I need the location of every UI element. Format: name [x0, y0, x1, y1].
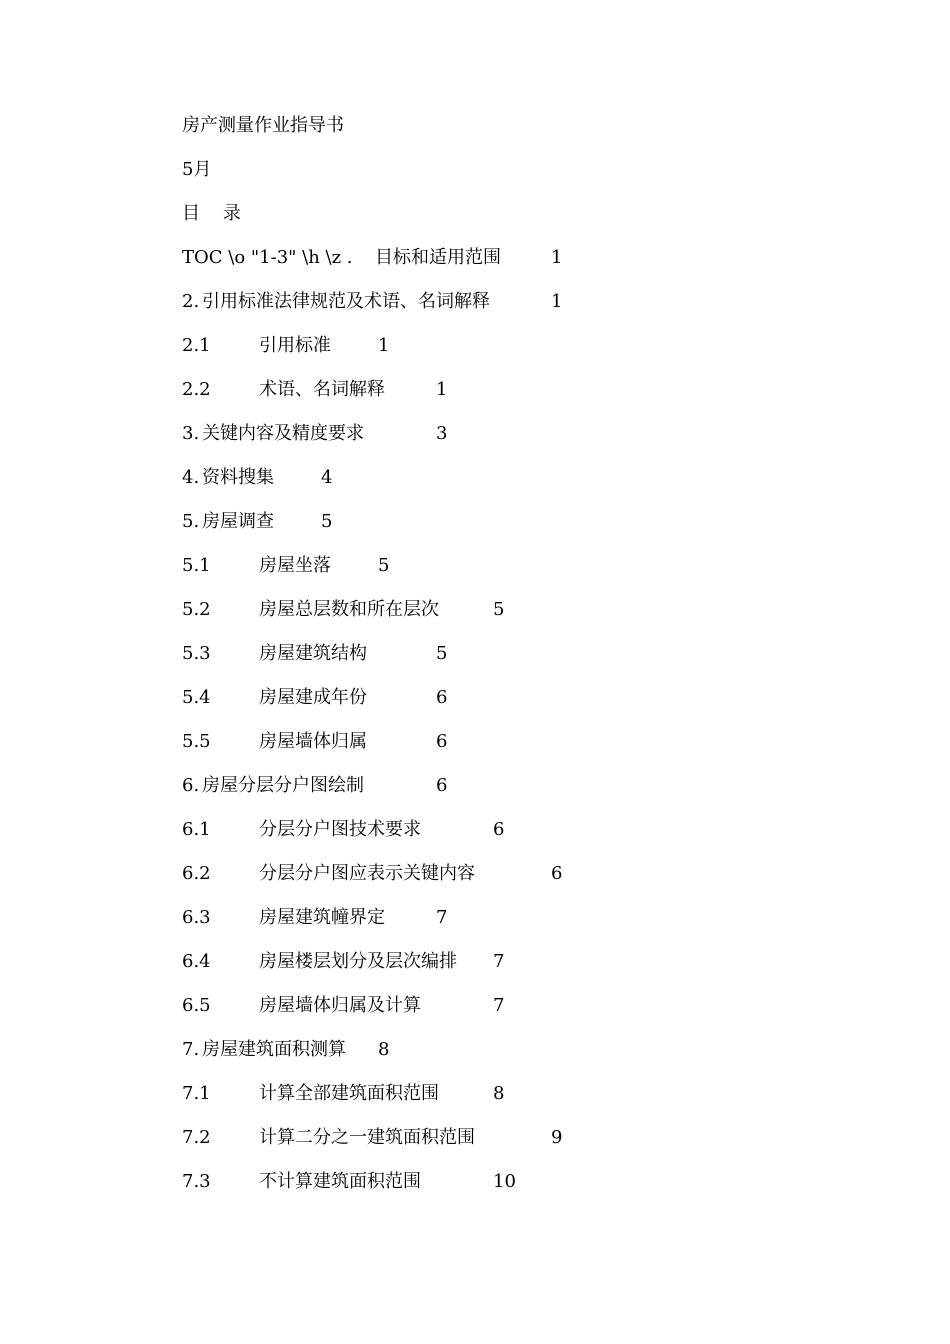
toc-entry-page: 7	[493, 995, 505, 1016]
toc-entry-title: 目标和适用范围	[375, 247, 501, 268]
toc-entry-page: 3	[436, 423, 448, 444]
toc-entry-title: 不计算建筑面积范围	[259, 1171, 421, 1192]
toc-entry-number: 5.4	[182, 687, 211, 708]
toc-heading: 目 录	[182, 203, 241, 224]
toc-entry[interactable]	[182, 244, 882, 288]
toc-entry-title: 分层分户图技术要求	[259, 819, 421, 840]
toc-entry-title: 引用标准	[259, 335, 331, 356]
toc-entry-number: 5.3	[182, 643, 211, 664]
toc-entry-page: 9	[551, 1127, 563, 1148]
toc-entry-number: 7.1	[182, 1083, 211, 1104]
toc-entry-title: 房屋总层数和所在层次	[259, 599, 439, 620]
toc-entry-title: 房屋楼层划分及层次编排	[259, 951, 457, 972]
toc-entry-number: 7.3	[182, 1171, 211, 1192]
toc-entry-page: 8	[378, 1039, 390, 1060]
toc-entry-page: 5	[321, 511, 333, 532]
toc-entry[interactable]	[182, 552, 882, 596]
toc-entry-title: 术语、名词解释	[259, 379, 385, 400]
toc-entry-page: 1	[436, 379, 448, 400]
toc-entry-number: 6.4	[182, 951, 211, 972]
toc-entry[interactable]	[182, 1080, 882, 1124]
toc-entry-title: 房屋调查	[202, 511, 274, 532]
toc-entry-number: 6.5	[182, 995, 211, 1016]
toc-entry-page: 6	[551, 863, 563, 884]
toc-entry-title: 房屋墙体归属及计算	[259, 995, 421, 1016]
document-date: 5月	[182, 159, 212, 180]
toc-entry-number: 5.2	[182, 599, 211, 620]
toc-entry-number: 6.3	[182, 907, 211, 928]
toc-entry[interactable]	[182, 596, 882, 640]
toc-entry[interactable]	[182, 420, 882, 464]
toc-entry-page: 4	[321, 467, 333, 488]
toc-entry[interactable]	[182, 640, 882, 684]
toc-entry-page: 7	[493, 951, 505, 972]
toc-entry-page: 7	[436, 907, 448, 928]
toc-entry-page: 6	[436, 731, 448, 752]
toc-entry-title: 分层分户图应表示关键内容	[259, 863, 475, 884]
toc-entry-title: 计算全部建筑面积范围	[259, 1083, 439, 1104]
document-title: 房产测量作业指导书	[182, 115, 344, 136]
toc-entry-number: 5.	[182, 511, 200, 532]
toc-field-code: TOC \o "1-3" \h \z .	[182, 247, 353, 268]
toc-entry-number: 4.	[182, 467, 200, 488]
toc-entry-title: 房屋分层分户图绘制	[202, 775, 364, 796]
toc-entry-title: 房屋墙体归属	[259, 731, 367, 752]
toc-entry-number: 6.2	[182, 863, 211, 884]
toc-entry-page: 1	[551, 247, 563, 268]
toc-entry-number: 2.2	[182, 379, 211, 400]
toc-entry[interactable]	[182, 904, 882, 948]
toc-entry-number: 6.1	[182, 819, 211, 840]
toc-entry-page: 5	[378, 555, 390, 576]
toc-entry-page: 1	[378, 335, 390, 356]
toc-entry-number: 6.	[182, 775, 200, 796]
toc-entry-number: 5.1	[182, 555, 211, 576]
toc-entry-number: 2.	[182, 291, 200, 312]
toc-entry[interactable]	[182, 948, 882, 992]
toc-entry-title: 资料搜集	[202, 467, 274, 488]
toc-entry[interactable]	[182, 1124, 882, 1168]
toc-entry-number: 2.1	[182, 335, 211, 356]
toc-entry[interactable]	[182, 992, 882, 1036]
toc-entry[interactable]	[182, 1036, 882, 1080]
toc-entry-page: 6	[493, 819, 505, 840]
toc-entry[interactable]	[182, 684, 882, 728]
toc-entry-title: 房屋建筑结构	[259, 643, 367, 664]
toc-entry-page: 1	[551, 291, 563, 312]
toc-entry-title: 计算二分之一建筑面积范围	[259, 1127, 475, 1148]
toc-entry-number: 7.	[182, 1039, 200, 1060]
toc-entry-page: 5	[436, 643, 448, 664]
toc-entry-title: 房屋建成年份	[259, 687, 367, 708]
toc-entry[interactable]	[182, 332, 882, 376]
toc-entry-page: 6	[436, 687, 448, 708]
toc-entry[interactable]	[182, 288, 882, 332]
toc-entry-title: 关键内容及精度要求	[202, 423, 364, 444]
toc-entry-title: 房屋建筑幢界定	[259, 907, 385, 928]
toc-entry-page: 6	[436, 775, 448, 796]
toc-entry[interactable]	[182, 1168, 882, 1212]
toc-entry-page: 5	[493, 599, 505, 620]
toc-entry-number: 3.	[182, 423, 200, 444]
toc-entry[interactable]	[182, 376, 882, 420]
toc-entry-page: 10	[493, 1171, 516, 1192]
toc-entry[interactable]	[182, 508, 882, 552]
toc-entry-page: 8	[493, 1083, 505, 1104]
toc-entry[interactable]	[182, 860, 882, 904]
document-page	[182, 112, 882, 1212]
toc-entry-number: 7.2	[182, 1127, 211, 1148]
toc-entry-number: 5.5	[182, 731, 211, 752]
toc-entry[interactable]	[182, 464, 882, 508]
toc-entry-title: 房屋坐落	[259, 555, 331, 576]
toc-entry[interactable]	[182, 772, 882, 816]
toc-entry[interactable]	[182, 728, 882, 772]
toc-entry-title: 房屋建筑面积测算	[202, 1039, 346, 1060]
toc-entry-title: 引用标准法律规范及术语、名词解释	[202, 291, 490, 312]
toc-entry[interactable]	[182, 816, 882, 860]
